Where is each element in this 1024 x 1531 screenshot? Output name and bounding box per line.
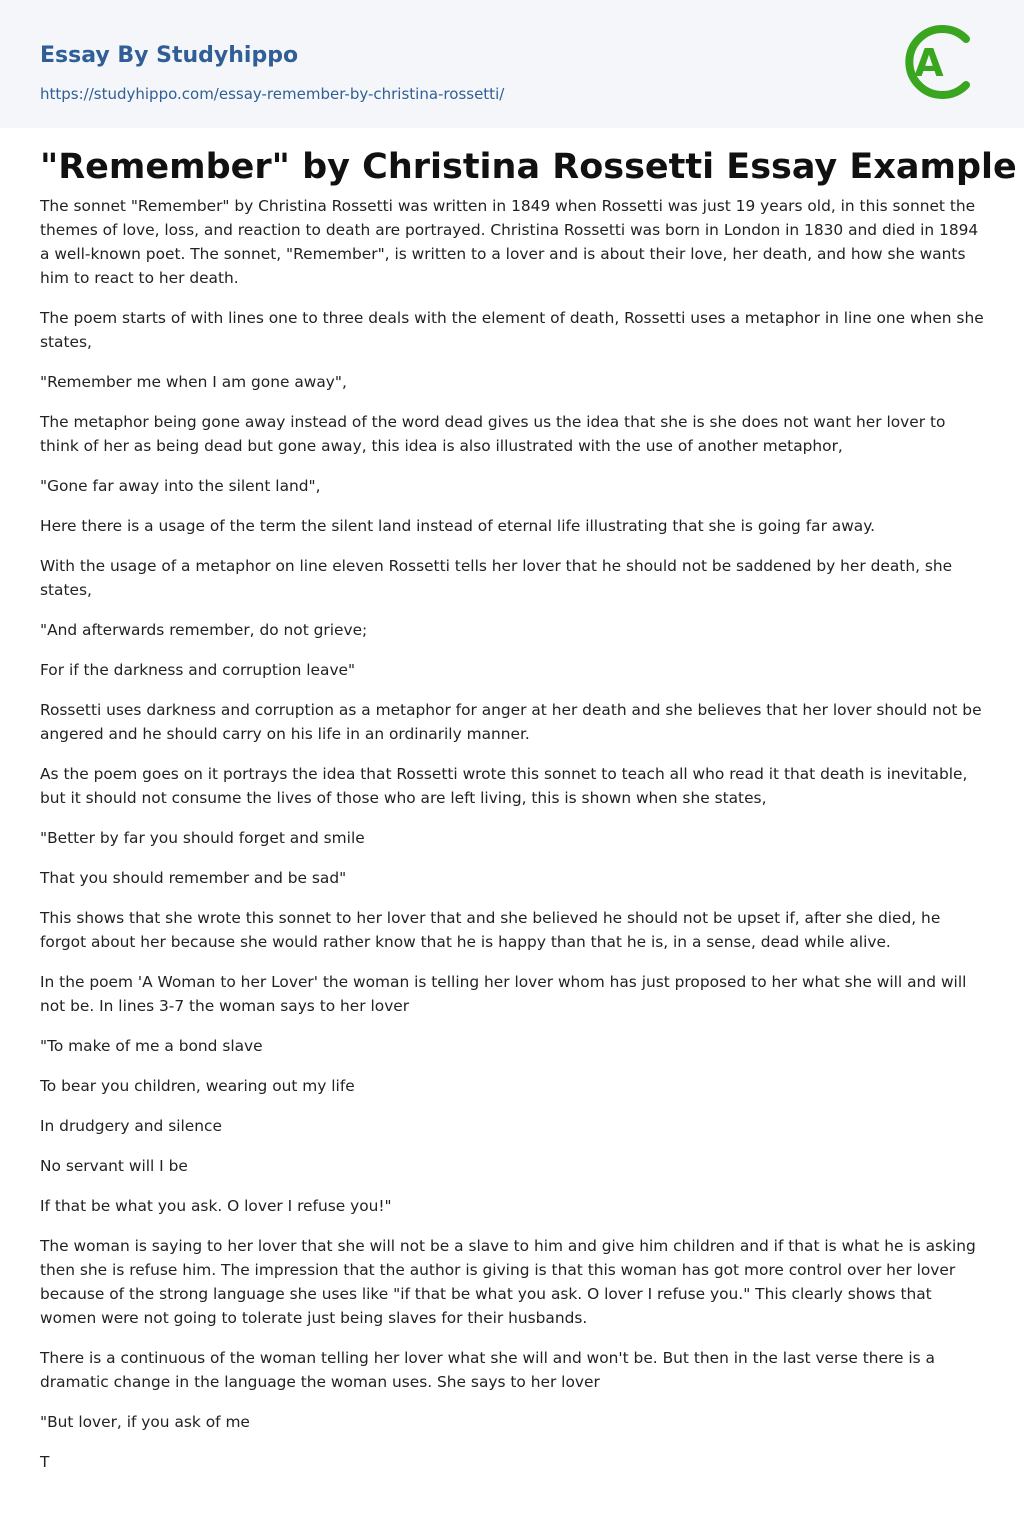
- essay-paragraph: "Better by far you should forget and smile: [40, 829, 365, 847]
- essay-paragraph: "And afterwards remember, do not grieve;: [40, 621, 368, 639]
- logo-letter: A: [914, 41, 944, 85]
- essay-paragraph: The metaphor being gone away instead of the word dead gives us the idea that she is she does not want her lover to think of her as being dead but gone away, this idea is also illustrated with the use of another metaphor,: [40, 413, 946, 455]
- essay-paragraph: In the poem 'A Woman to her Lover' the woman is telling her lover whom has just proposed to her what she will and will not be. In lines 3-7 the woman says to her lover: [40, 973, 967, 1015]
- essay-paragraph: To bear you children, wearing out my life: [40, 1077, 355, 1095]
- essay-title: "Remember" by Christina Rossetti Essay Example: [40, 147, 1017, 187]
- essay-paragraph: No servant will I be: [40, 1157, 188, 1175]
- site-header: [0, 0, 1024, 128]
- essay-paragraph: For if the darkness and corruption leave": [40, 661, 356, 679]
- essay-paragraph: In drudgery and silence: [40, 1117, 222, 1135]
- essay-paragraph: "Gone far away into the silent land",: [40, 477, 321, 495]
- essay-paragraph: This shows that she wrote this sonnet to her lover that and she believed he should not be upset if, after she died, he forgot about her because she would rather know that he is happy than that he is, in a sense, dead while alive.: [40, 909, 941, 951]
- studyhippo-logo-icon[interactable]: [900, 20, 984, 104]
- essay-paragraph: "To make of me a bond slave: [40, 1037, 263, 1055]
- page-url[interactable]: https://studyhippo.com/essay-remember-by-christina-rossetti/: [40, 85, 505, 103]
- essay-paragraph: That you should remember and be sad": [40, 869, 347, 887]
- essay-paragraph: The woman is saying to her lover that she will not be a slave to him and give him children and if that is what he is asking then she is refuse him. The impression that the author is giving is that this woman has got more control over her lover because of the strong language she uses like "if that be what you ask. O lover I refuse you." This clearly shows that women were not going to tolerate just being slaves for their husbands.: [40, 1237, 976, 1327]
- essay-paragraph: With the usage of a metaphor on line eleven Rossetti tells her lover that he should not be saddened by her death, she states,: [40, 557, 953, 599]
- essay-paragraph: As the poem goes on it portrays the idea that Rossetti wrote this sonnet to teach all who read it that death is inevitable, but it should not consume the lives of those who are left living, this is shown when she states,: [40, 765, 968, 807]
- site-brand[interactable]: Essay By Studyhippo: [40, 43, 299, 68]
- essay-paragraph: The poem starts of with lines one to three deals with the element of death, Rossetti uses a metaphor in line one when she states,: [40, 309, 984, 351]
- essay-paragraph: There is a continuous of the woman telling her lover what she will and won't be. But then in the last verse there is a dramatic change in the language the woman uses. She says to her lover: [40, 1349, 935, 1391]
- essay-paragraph: "Remember me when I am gone away",: [40, 373, 347, 391]
- essay-paragraph: T: [40, 1453, 50, 1471]
- essay-paragraph: Here there is a usage of the term the silent land instead of eternal life illustrating that she is going far away.: [40, 517, 876, 535]
- essay-paragraph: Rossetti uses darkness and corruption as a metaphor for anger at her death and she believes that her lover should not be angered and he should carry on his life in an ordinarily manner.: [40, 701, 982, 743]
- essay-paragraph: The sonnet "Remember" by Christina Rossetti was written in 1849 when Rossetti was just 19 years old, in this sonnet the themes of love, loss, and reaction to death are portrayed. Christina Rossetti was born in London in 1830 and died in 1894 a well-known poet. The sonnet, "Remember", is written to a lover and is about their love, her death, and how she wants him to react to her death.: [40, 197, 979, 287]
- essay-content: [0, 128, 1024, 1474]
- essay-paragraph: If that be what you ask. O lover I refuse you!": [40, 1197, 392, 1215]
- essay-body: [40, 194, 984, 1474]
- essay-paragraph: "But lover, if you ask of me: [40, 1413, 250, 1431]
